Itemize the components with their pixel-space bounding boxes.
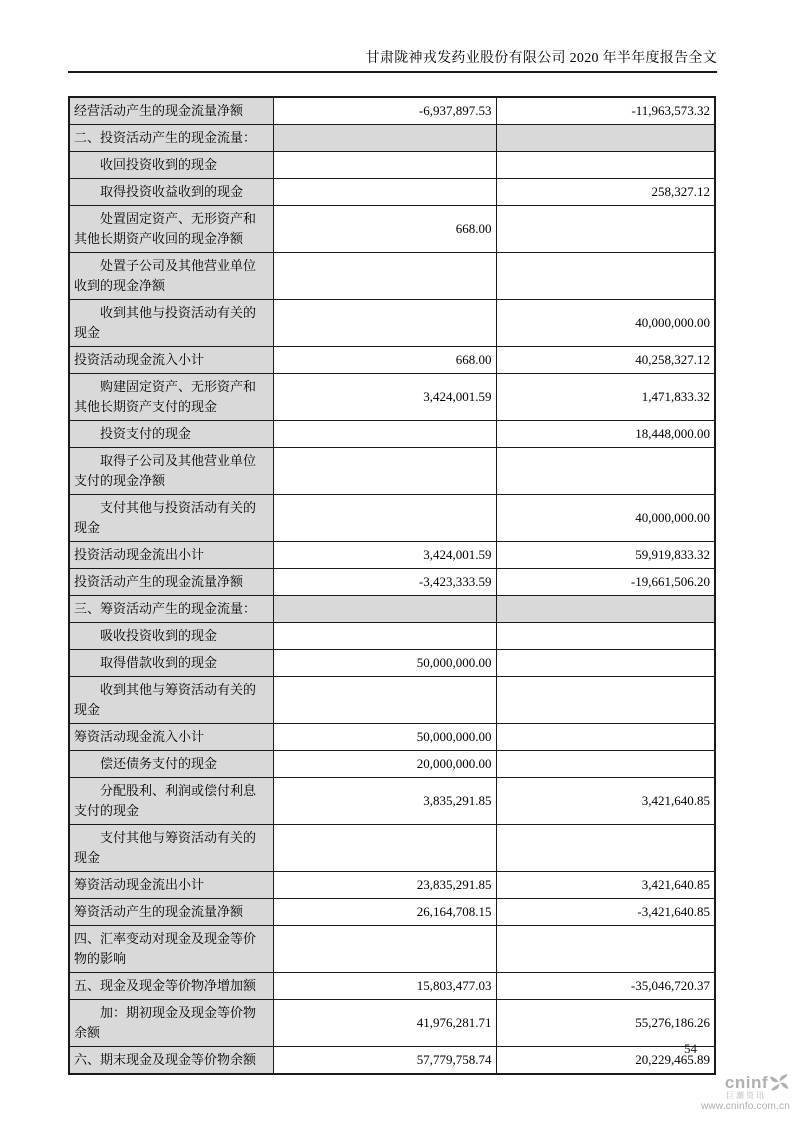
value-prior-period: -11,963,573.32 [496, 97, 715, 125]
row-label: 支付其他与筹资活动有关的现金 [69, 825, 273, 872]
value-current-period [273, 421, 496, 448]
table-row [69, 569, 715, 596]
table-row [69, 206, 715, 253]
report-header-title: 甘肃陇神戎发药业股份有限公司 2020 年半年度报告全文 [68, 50, 717, 73]
value-prior-period [496, 724, 715, 751]
table-row [69, 926, 715, 973]
value-prior-period [496, 152, 715, 179]
row-label: 二、投资活动产生的现金流量： [69, 125, 273, 152]
value-current-period [273, 825, 496, 872]
value-prior-period: 18,448,000.00 [496, 421, 715, 448]
logo-top-row [690, 1072, 790, 1093]
row-label: 投资活动现金流入小计 [69, 347, 273, 374]
value-current-period [273, 300, 496, 347]
logo-url: www.cninfo.com.cn [701, 1101, 790, 1112]
value-prior-period [496, 596, 715, 623]
row-label: 筹资活动现金流出小计 [69, 872, 273, 899]
value-current-period: 668.00 [273, 206, 496, 253]
value-prior-period: 55,276,186.26 [496, 1000, 715, 1047]
table-row [69, 751, 715, 778]
value-prior-period: 40,258,327.12 [496, 347, 715, 374]
table-row [69, 650, 715, 677]
value-prior-period [496, 253, 715, 300]
value-current-period [273, 125, 496, 152]
value-current-period [273, 596, 496, 623]
value-current-period: 50,000,000.00 [273, 724, 496, 751]
table-row [69, 1000, 715, 1047]
value-current-period: 3,424,001.59 [273, 374, 496, 421]
value-prior-period [496, 623, 715, 650]
logo-brand-text: cninf [724, 1073, 768, 1092]
value-current-period: 3,835,291.85 [273, 778, 496, 825]
section-header-row [69, 125, 715, 152]
table-row [69, 300, 715, 347]
table-row [69, 347, 715, 374]
value-prior-period: -35,046,720.37 [496, 973, 715, 1000]
table-row [69, 152, 715, 179]
value-prior-period [496, 825, 715, 872]
row-label: 加：期初现金及现金等价物余额 [69, 1000, 273, 1047]
row-label: 购建固定资产、无形资产和其他长期资产支付的现金 [69, 374, 273, 421]
table-row [69, 495, 715, 542]
value-prior-period [496, 206, 715, 253]
value-prior-period: 20,229,465.89 [496, 1047, 715, 1075]
row-label: 处置固定资产、无形资产和其他长期资产收回的现金净额 [69, 206, 273, 253]
value-prior-period: 3,421,640.85 [496, 872, 715, 899]
value-current-period: -3,423,333.59 [273, 569, 496, 596]
row-label: 取得子公司及其他营业单位支付的现金净额 [69, 448, 273, 495]
value-current-period [273, 926, 496, 973]
logo-brand-chinese: 巨潮资讯 [726, 1091, 766, 1100]
row-label: 投资活动现金流出小计 [69, 542, 273, 569]
table-row [69, 623, 715, 650]
section-header-row [69, 596, 715, 623]
row-label: 六、期末现金及现金等价物余额 [69, 1047, 273, 1075]
value-current-period [273, 152, 496, 179]
row-label: 吸收投资收到的现金 [69, 623, 273, 650]
value-current-period: 668.00 [273, 347, 496, 374]
row-label: 处置子公司及其他营业单位收到的现金净额 [69, 253, 273, 300]
table-row [69, 542, 715, 569]
table-row [69, 973, 715, 1000]
table-row [69, 677, 715, 724]
value-current-period [273, 623, 496, 650]
row-label: 投资支付的现金 [69, 421, 273, 448]
value-prior-period [496, 448, 715, 495]
value-current-period [273, 495, 496, 542]
value-current-period: 3,424,001.59 [273, 542, 496, 569]
page-number: 54 [684, 1041, 697, 1056]
table-row [69, 421, 715, 448]
row-label: 投资活动产生的现金流量净额 [69, 569, 273, 596]
row-label: 收到其他与投资活动有关的现金 [69, 300, 273, 347]
table-row [69, 825, 715, 872]
row-label: 筹资活动现金流入小计 [69, 724, 273, 751]
value-prior-period: -19,661,506.20 [496, 569, 715, 596]
value-prior-period: 3,421,640.85 [496, 778, 715, 825]
table-row [69, 778, 715, 825]
row-label: 收到其他与筹资活动有关的现金 [69, 677, 273, 724]
value-current-period: 23,835,291.85 [273, 872, 496, 899]
swirl-icon [769, 1072, 790, 1093]
value-prior-period [496, 751, 715, 778]
value-prior-period: 59,919,833.32 [496, 542, 715, 569]
value-prior-period: 40,000,000.00 [496, 300, 715, 347]
value-current-period: 57,779,758.74 [273, 1047, 496, 1075]
value-prior-period [496, 926, 715, 973]
value-current-period [273, 179, 496, 206]
table-row [69, 1047, 715, 1075]
value-prior-period: -3,421,640.85 [496, 899, 715, 926]
value-prior-period [496, 650, 715, 677]
value-prior-period: 1,471,833.32 [496, 374, 715, 421]
value-current-period: 26,164,708.15 [273, 899, 496, 926]
row-label: 经营活动产生的现金流量净额 [69, 97, 273, 125]
row-label: 收回投资收到的现金 [69, 152, 273, 179]
row-label: 筹资活动产生的现金流量净额 [69, 899, 273, 926]
value-current-period: 41,976,281.71 [273, 1000, 496, 1047]
cash-flow-table [68, 96, 716, 1075]
row-label: 分配股利、利润或偿付利息支付的现金 [69, 778, 273, 825]
row-label: 三、筹资活动产生的现金流量： [69, 596, 273, 623]
value-current-period [273, 448, 496, 495]
value-prior-period [496, 125, 715, 152]
row-label: 支付其他与投资活动有关的现金 [69, 495, 273, 542]
table-row [69, 448, 715, 495]
row-label: 偿还债务支付的现金 [69, 751, 273, 778]
cninfo-logo [690, 1072, 790, 1112]
table-row [69, 899, 715, 926]
table-row [69, 724, 715, 751]
row-label: 取得借款收到的现金 [69, 650, 273, 677]
value-prior-period: 40,000,000.00 [496, 495, 715, 542]
value-current-period [273, 253, 496, 300]
value-current-period: -6,937,897.53 [273, 97, 496, 125]
table-row [69, 179, 715, 206]
table-row [69, 253, 715, 300]
page-content [68, 50, 717, 1075]
value-current-period: 20,000,000.00 [273, 751, 496, 778]
table-row [69, 97, 715, 125]
value-prior-period [496, 677, 715, 724]
cash-flow-table-body [69, 97, 715, 1074]
value-prior-period: 258,327.12 [496, 179, 715, 206]
table-row [69, 872, 715, 899]
row-label: 五、现金及现金等价物净增加额 [69, 973, 273, 1000]
row-label: 四、汇率变动对现金及现金等价物的影响 [69, 926, 273, 973]
value-current-period [273, 677, 496, 724]
value-current-period: 15,803,477.03 [273, 973, 496, 1000]
table-row [69, 374, 715, 421]
row-label: 取得投资收益收到的现金 [69, 179, 273, 206]
value-current-period: 50,000,000.00 [273, 650, 496, 677]
